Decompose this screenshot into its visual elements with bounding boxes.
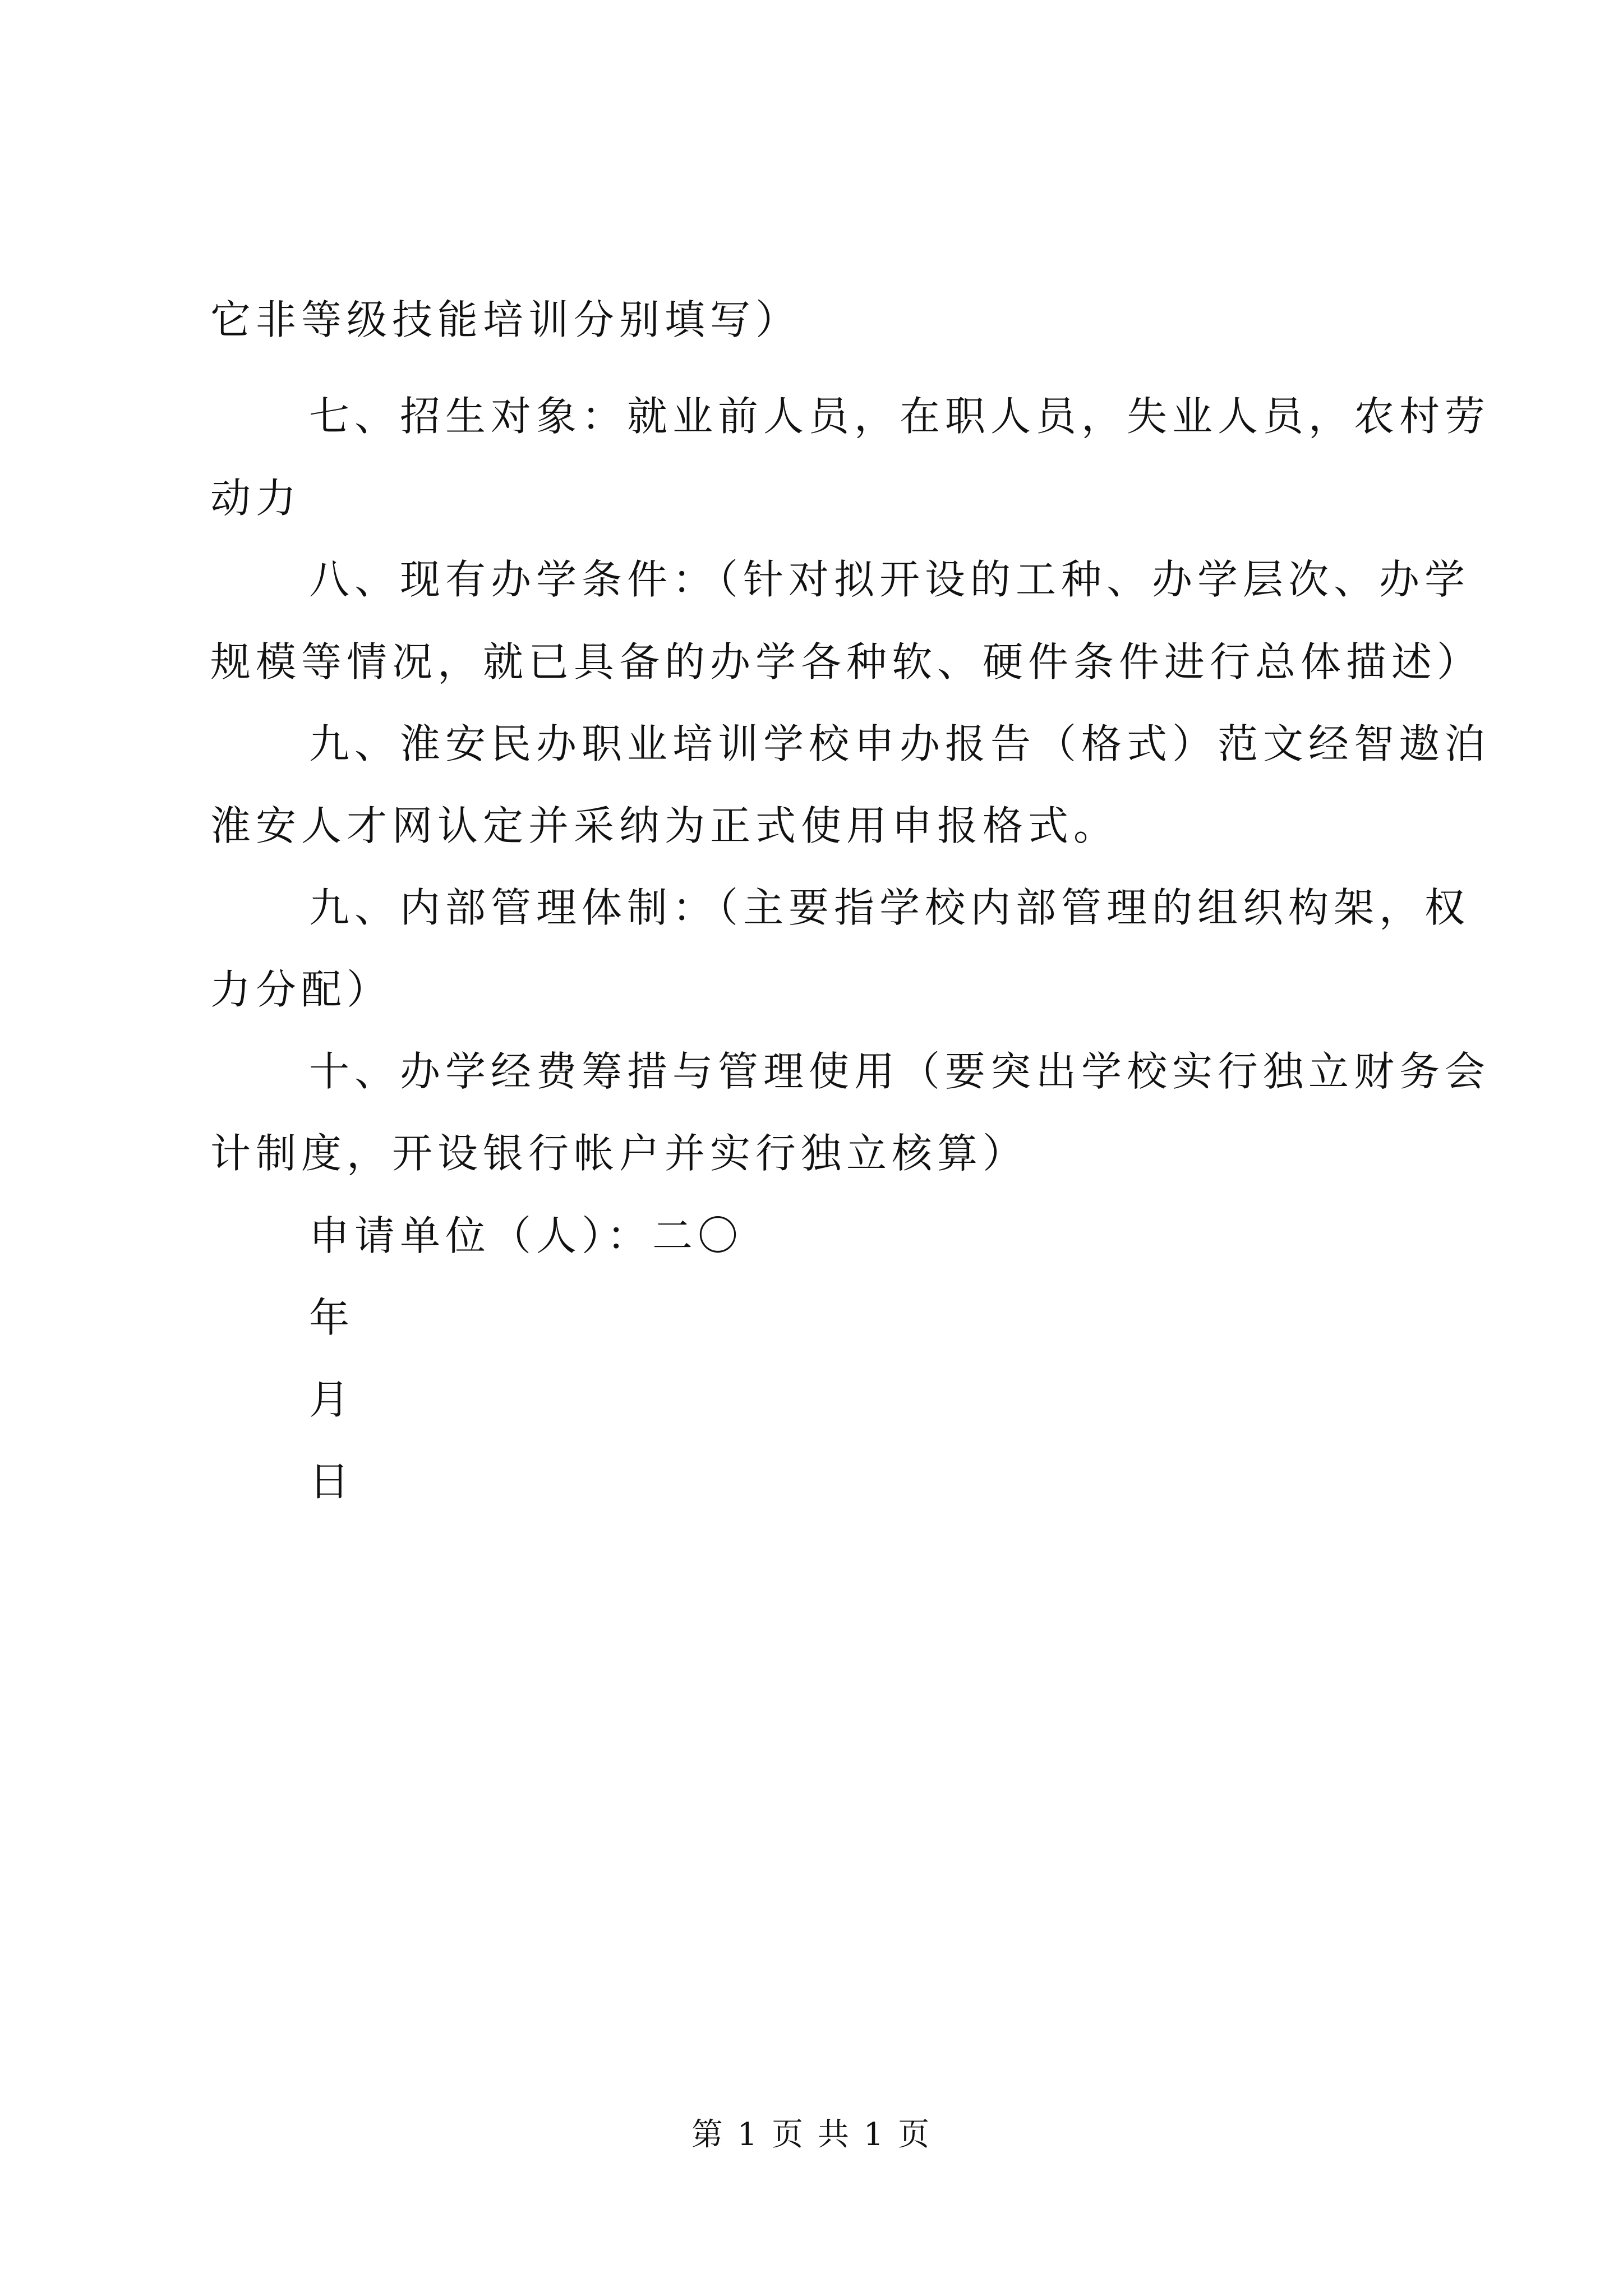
paragraph-9b-line-1: 九、内部管理体制：（主要指学校内部管理的组织构架，权 xyxy=(309,884,1470,931)
paragraph-7-line-2: 动力 xyxy=(210,475,302,522)
paragraph-9b-line-2: 力分配） xyxy=(210,966,393,1013)
signature-year: 年 xyxy=(309,1294,355,1341)
paragraph-8-line-2: 规模等情况，就已具备的办学各种软、硬件条件进行总体描述） xyxy=(210,638,1483,685)
applicant-signature-line: 申请单位（人）：二〇 xyxy=(309,1212,744,1259)
paragraph-10-line-2: 计制度，开设银行帐户并实行独立核算） xyxy=(210,1130,1029,1177)
signature-day: 日 xyxy=(309,1458,355,1505)
page-footer: 第 1 页 共 1 页 xyxy=(691,2116,932,2153)
signature-month: 月 xyxy=(309,1376,355,1423)
paragraph-9a-line-2: 淮安人才网认定并采纳为正式使用申报格式。 xyxy=(210,802,1119,849)
paragraph-7-line-1: 七、招生对象：就业前人员，在职人员，失业人员，农村劳 xyxy=(309,393,1491,440)
paragraph-continuation-line: 它非等级技能培训分别填写） xyxy=(210,296,801,343)
paragraph-10-line-1: 十、办学经费筹措与管理使用（要突出学校实行独立财务会 xyxy=(309,1048,1491,1095)
paragraph-8-line-1: 八、现有办学条件：（针对拟开设的工种、办学层次、办学 xyxy=(309,556,1470,603)
paragraph-9a-line-1: 九、淮安民办职业培训学校申办报告（格式）范文经智遨泊 xyxy=(309,720,1491,767)
